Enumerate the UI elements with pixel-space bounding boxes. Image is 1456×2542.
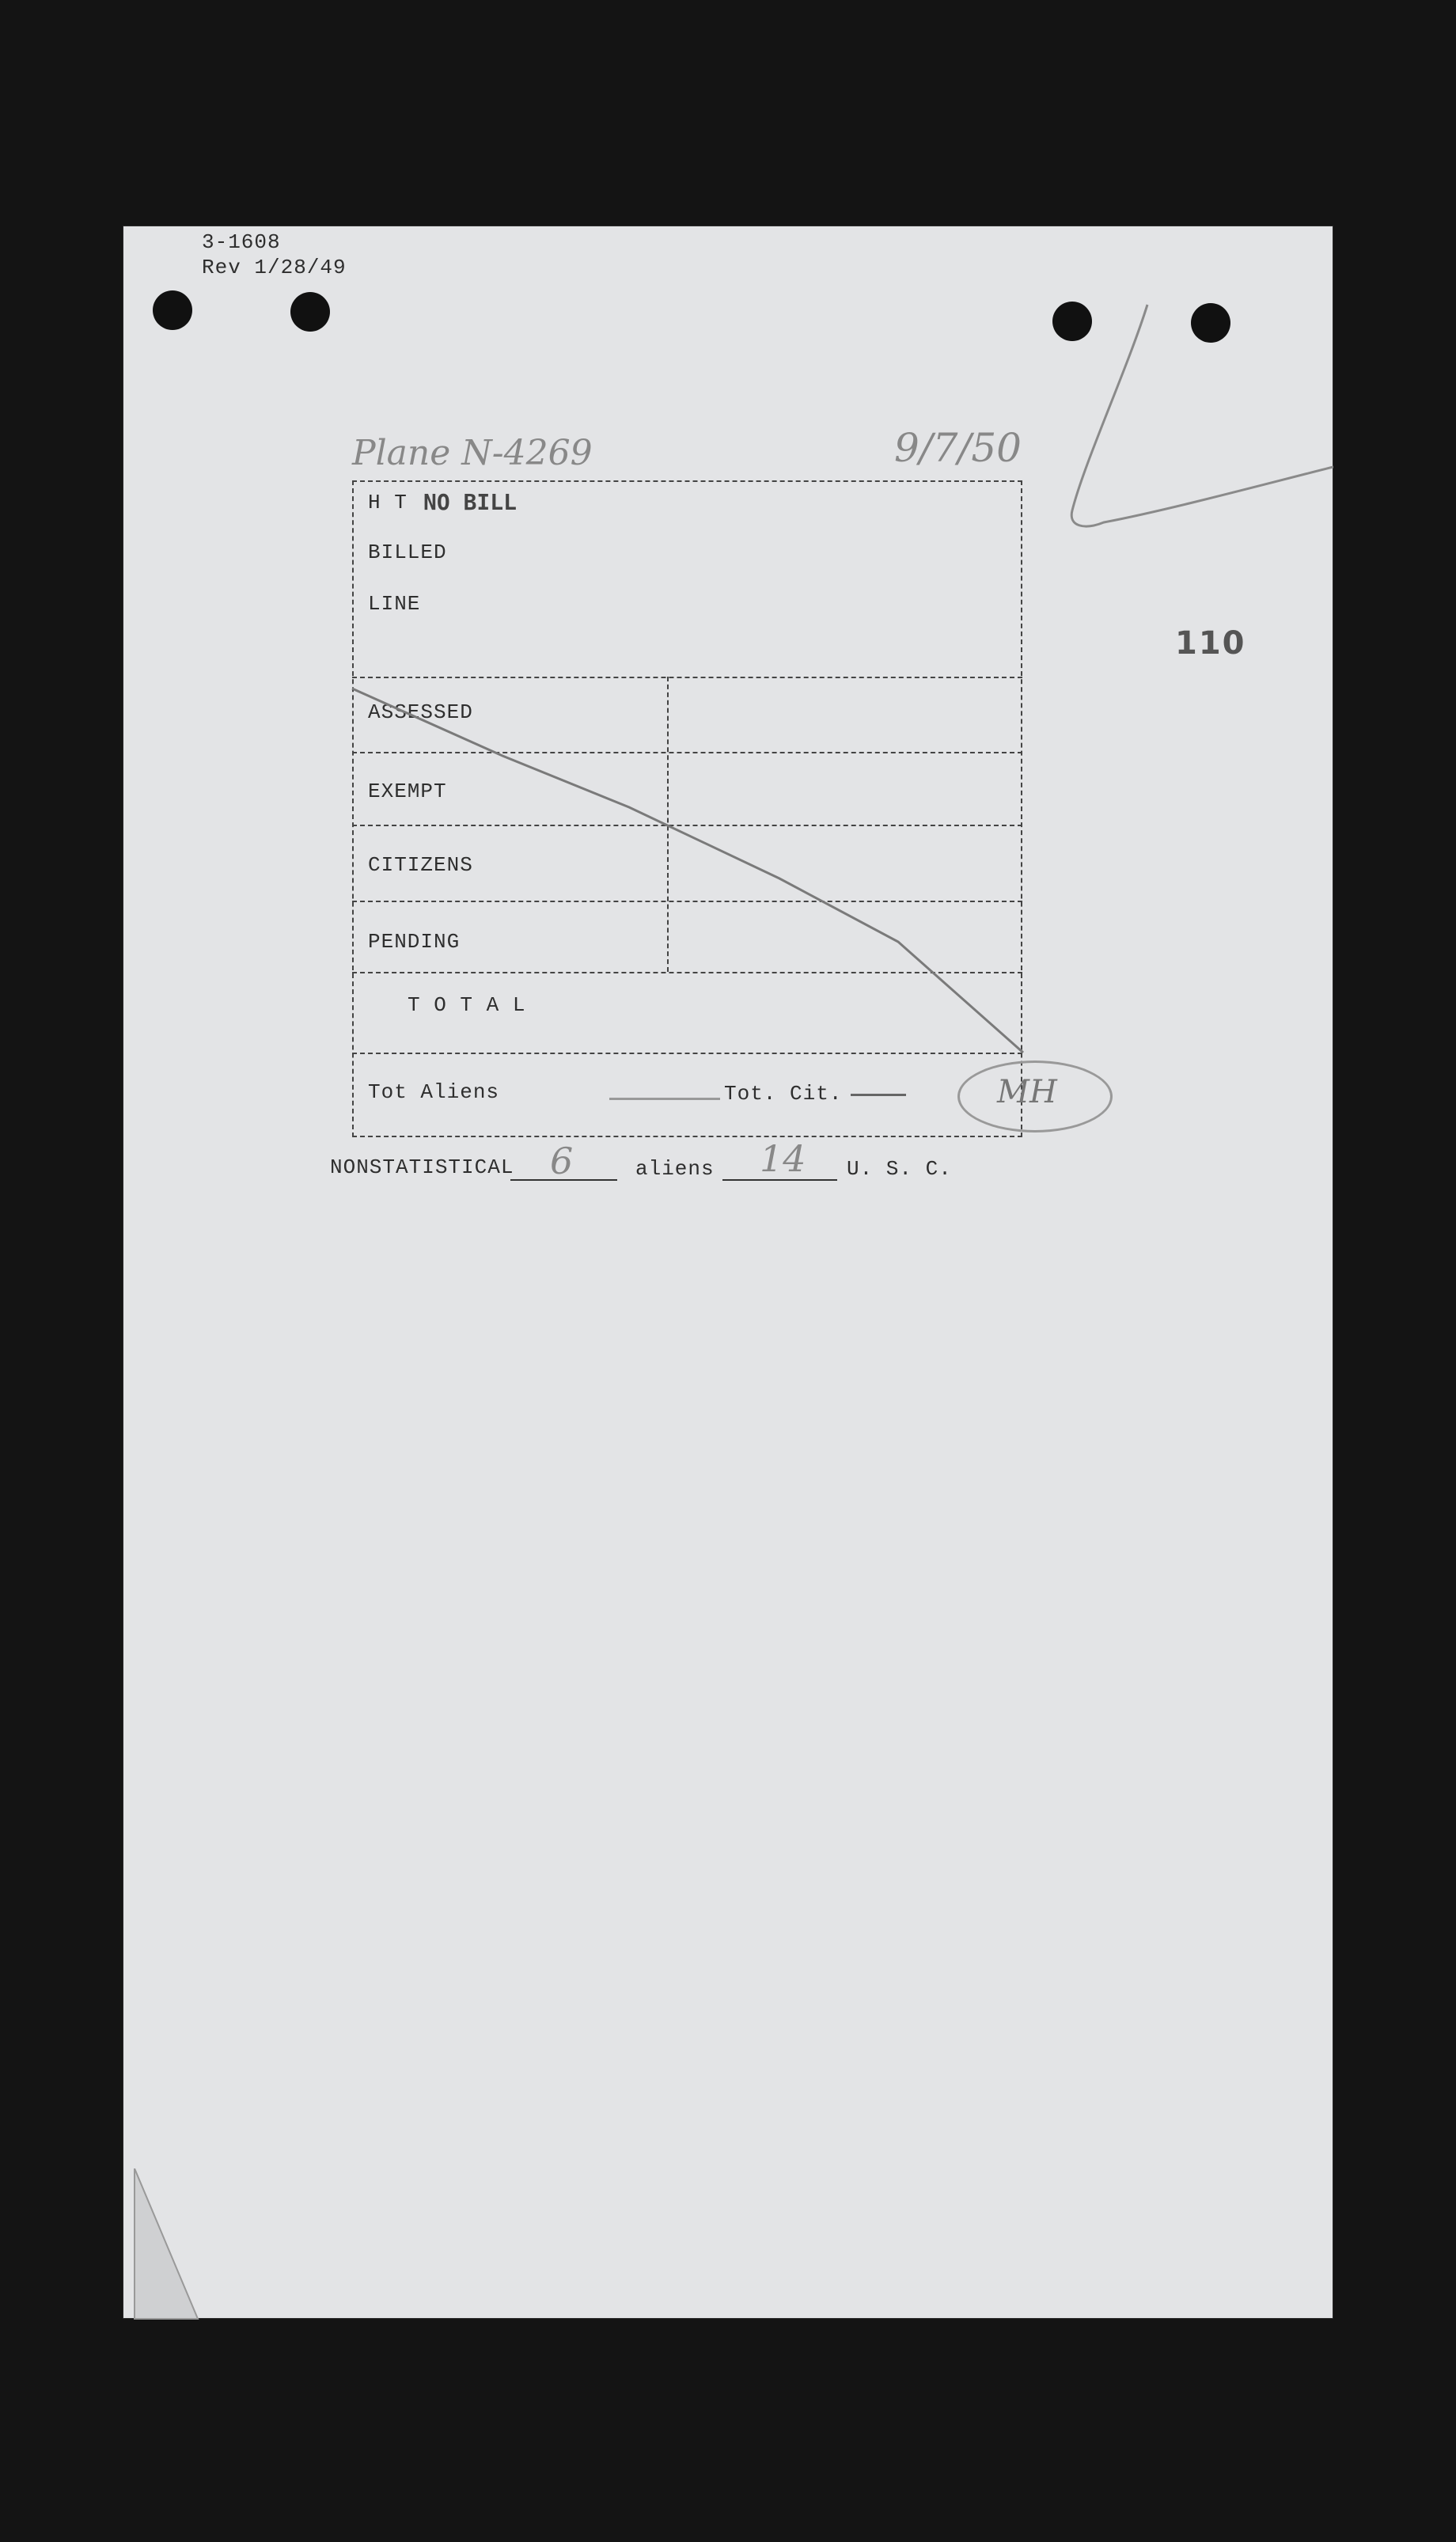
row-label-citizens: CITIZENS bbox=[368, 853, 473, 877]
folded-corner bbox=[127, 2168, 214, 2327]
line-label: LINE bbox=[368, 592, 421, 616]
nonstatistical-aliens-value: 6 bbox=[550, 1140, 574, 1182]
form-number: 3-1608 bbox=[202, 230, 281, 254]
document-page bbox=[123, 226, 1333, 2319]
ht-label: H T bbox=[368, 491, 408, 514]
row-label-pending: PENDING bbox=[368, 930, 461, 954]
billed-label: BILLED bbox=[368, 541, 447, 564]
page-number: 110 bbox=[1175, 625, 1246, 662]
strike-through-line bbox=[123, 226, 1333, 1254]
row-label-exempt: EXEMPT bbox=[368, 780, 447, 803]
tot-cit-label: Tot. Cit. bbox=[724, 1082, 843, 1106]
total-label: T O T A L bbox=[408, 993, 526, 1017]
nonstatistical-label: NONSTATISTICAL bbox=[330, 1155, 514, 1179]
tot-aliens-label: Tot Aliens bbox=[368, 1080, 500, 1104]
usc-label: U. S. C. bbox=[847, 1157, 952, 1181]
row-label-assessed: ASSESSED bbox=[368, 700, 473, 724]
nonstatistical-usc-value: 14 bbox=[760, 1137, 806, 1180]
handwritten-reference: Plane N-4269 bbox=[352, 433, 593, 473]
handwritten-initials: MH bbox=[997, 1074, 1057, 1110]
form-revision: Rev 1/28/49 bbox=[202, 256, 347, 279]
handwritten-date: 9/7/50 bbox=[894, 425, 1022, 471]
aliens-label: aliens bbox=[635, 1157, 715, 1181]
no-bill-stamp: NO BILL bbox=[423, 489, 518, 515]
